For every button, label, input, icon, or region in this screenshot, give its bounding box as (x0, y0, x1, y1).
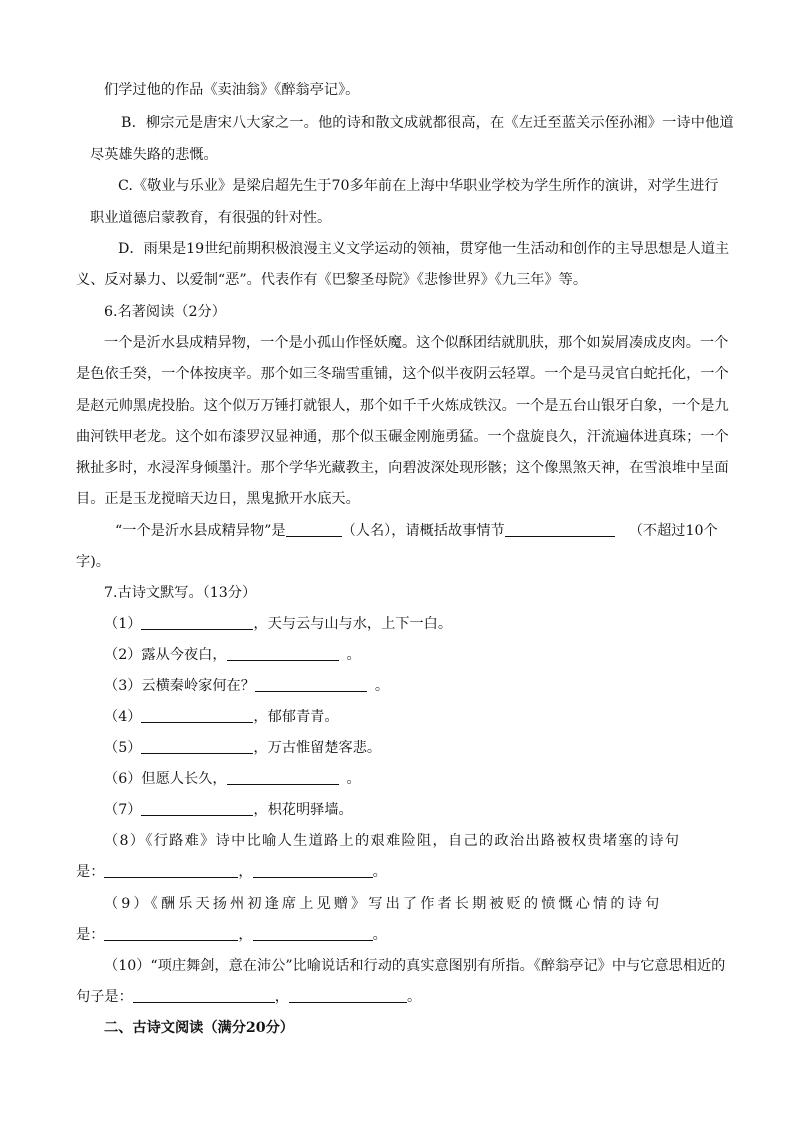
answer-blank[interactable] (104, 926, 238, 941)
item-separator: ， (238, 927, 253, 943)
option-b-line-1 (0, 113, 794, 133)
option-b-text-2: 尽英雄失路的悲慨。 (90, 147, 218, 163)
section-2-title: 二、古诗文阅读（满分20分） (104, 1020, 294, 1036)
item-text: （2）露从今夜白， (104, 647, 227, 663)
answer-blank[interactable] (253, 926, 373, 941)
recitation-item-10 (0, 956, 794, 976)
item-text: ，万古惟留楚客悲。 (253, 740, 382, 756)
recitation-item-1 (0, 614, 794, 634)
passage-line (0, 364, 794, 384)
answer-blank[interactable] (227, 770, 339, 785)
option-a-text: 们学过他的作品《卖油翁》《醉翁亭记》。 (104, 82, 360, 98)
answer-blank[interactable] (253, 863, 373, 878)
item-text: ，郁郁青青。 (253, 709, 339, 725)
recitation-item-7 (0, 800, 794, 820)
answer-blank[interactable] (289, 988, 407, 1003)
item-number: （4） (104, 709, 142, 725)
question-7-title-text: 7.古诗文默写。（13分） (104, 585, 257, 601)
question-6-prompt-cont (0, 552, 794, 572)
item-prefix: 是： (76, 864, 105, 880)
section-2-heading (0, 1018, 794, 1038)
recitation-item-4 (0, 707, 794, 727)
item-number: （1） (104, 616, 142, 632)
recitation-item-6 (0, 769, 794, 789)
passage-text: 目。正是玉龙搅暗天边日，黑鬼掀开水底天。 (76, 491, 360, 507)
item-prefix: 是： (76, 927, 105, 943)
item-end: 。 (346, 771, 361, 787)
answer-blank[interactable] (141, 801, 253, 816)
item-number: （5） (104, 740, 142, 756)
question-6-prompt (0, 521, 794, 541)
item-end: 。 (372, 864, 387, 880)
answer-blank[interactable] (141, 615, 253, 630)
item-end: 。 (374, 678, 390, 694)
passage-line (0, 458, 794, 478)
item-text: （10）“项庄舞剑，意在沛公”比喻说话和行动的真实意图别有所指。《醉翁亭记》中与它意思相近的 (104, 958, 726, 974)
answer-blank-name[interactable] (286, 522, 342, 537)
passage-line (0, 489, 794, 509)
recitation-item-9 (0, 894, 794, 914)
item-text: ，天与云与山与水，上下一白。 (253, 616, 453, 632)
passage-line (0, 333, 794, 353)
passage-text: 揪扯多时，水浸浑身倾墨汁。那个学华光藏教主，向碧波深处现形骸；这个像黑煞天神，在雪浪堆中呈面 (76, 460, 729, 476)
recitation-item-8 (0, 831, 794, 851)
recitation-item-2 (0, 645, 794, 665)
option-d-text-2: 义、反对暴力、以爱制“恶”。代表作有《巴黎圣母院》《悲惨世界》《九三年》等。 (76, 272, 588, 288)
item-separator: ， (238, 864, 253, 880)
option-c-line-1 (0, 176, 794, 196)
item-text: ，枳花明驿墙。 (253, 802, 353, 818)
option-b-text-1: B．柳宗元是唐宋八大家之一。他的诗和散文成就都很高，在《左迁至蓝关示侄孙湘》一诗中他道 (121, 115, 734, 131)
question-6-prompt-part-1: “一个是沂水县成精异物”是 (115, 523, 286, 539)
answer-blank[interactable] (133, 988, 275, 1003)
option-d-text-1: D．雨果是19世纪前期积极浪漫主义文学运动的领袖，贯穿他一生活动和创作的主导思想是人道主 (118, 241, 730, 257)
item-text: （3）云横秦岭家何在？ (104, 678, 255, 694)
recitation-item-9-answer (0, 925, 794, 945)
question-6-title (0, 302, 794, 322)
answer-blank[interactable] (141, 739, 253, 754)
recitation-item-10-answer (0, 987, 794, 1007)
question-6-prompt-part-4: 字)。 (76, 554, 110, 570)
question-6-prompt-part-2: （人名），请概括故事情节 (341, 523, 505, 539)
item-prefix: 句子是： (76, 989, 133, 1005)
item-text: （9）《酬乐天扬州初逢席上见赠》写出了作者长期被贬的愤慨心情的诗句 (104, 896, 663, 912)
question-6-title-text: 6.名著阅读（2分） (104, 304, 226, 320)
recitation-item-5 (0, 738, 794, 758)
passage-text: 曲河铁甲老龙。这个如布漆罗汉显神通，那个似玉碾金刚施勇猛。一个盘旋良久，汗流遍体进真珠；一个 (76, 429, 729, 445)
passage-text: 是赵元帅黑虎投胎。这个似万万锤打就银人，那个如千千火炼成铁汉。一个是五台山银牙白象，一个是九 (76, 398, 729, 414)
answer-blank[interactable] (141, 708, 253, 723)
item-text: （6）但愿人长久， (104, 771, 227, 787)
passage-text: 是色依壬癸，一个体按庚辛。那个如三冬瑞雪重铺，这个似半夜阴云轻罩。一个是马灵官白蛇托化，一个 (76, 366, 729, 382)
item-end: 。 (372, 927, 387, 943)
answer-blank[interactable] (255, 677, 367, 692)
item-separator: ， (274, 989, 289, 1005)
answer-blank[interactable] (104, 863, 238, 878)
option-c-line-2 (0, 208, 794, 228)
recitation-item-8-answer (0, 862, 794, 882)
answer-blank-plot[interactable] (505, 522, 615, 537)
option-d-line-2 (0, 270, 794, 290)
item-end: 。 (346, 647, 361, 663)
option-c-text-1: C.《敬业与乐业》是梁启超先生于70多年前在上海中华职业学校为学生所作的演讲，对学生进行 (118, 178, 719, 194)
passage-line (0, 427, 794, 447)
passage-line (0, 396, 794, 416)
option-a-continuation (0, 80, 794, 100)
option-b-line-2 (0, 145, 794, 165)
option-d-line-1 (0, 239, 794, 259)
item-number: （7） (104, 802, 142, 818)
item-text: （8）《行路难》诗中比喻人生道路上的艰难险阻，自己的政治出路被权贵堵塞的诗句 (104, 833, 681, 849)
option-c-text-2: 职业道德启蒙教育，有很强的针对性。 (90, 210, 332, 226)
item-end: 。 (406, 989, 422, 1005)
question-6-prompt-part-3: （不超过10个 (628, 523, 718, 539)
recitation-item-3 (0, 676, 794, 696)
question-7-title (0, 583, 794, 603)
answer-blank[interactable] (227, 646, 339, 661)
passage-text: 一个是沂水县成精异物，一个是小孤山作怪妖魔。这个似酥团结就肌肤，那个如炭屑凑成皮肉。一个 (104, 335, 729, 351)
